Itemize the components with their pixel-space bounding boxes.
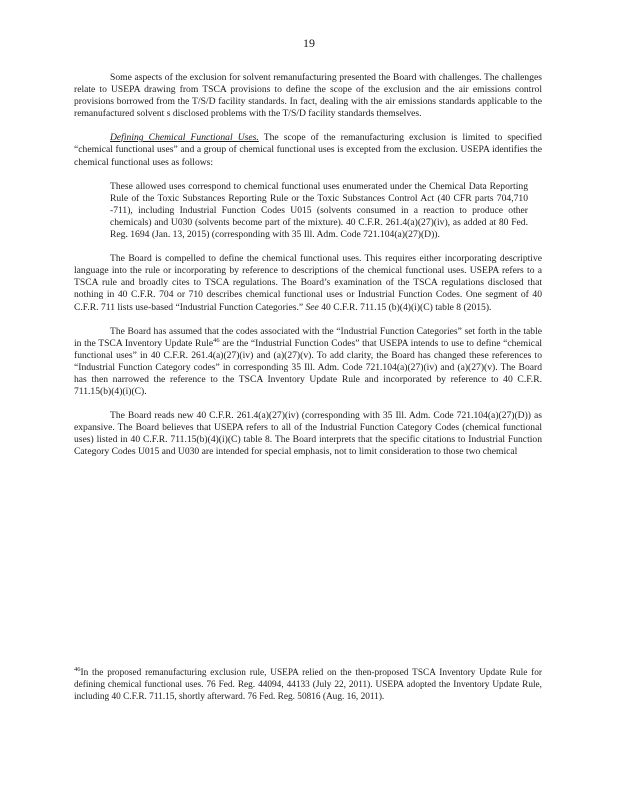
footnote-body: In the proposed remanufacturing exclusion rule, USEPA relied on the then-proposed TSCA Inventory Update Rule for defining chemical functional uses. 76 Fed. Reg. 44094, 44133 (July 22, 2011). USEPA adopted the Inventory Update Rule, including 40 C.F.R. 711.15, shortly afterward. 76 Fed. Reg. 50816 (Aug. 16, 2011). (74, 668, 542, 702)
paragraph-reads-new: The Board reads new 40 C.F.R. 261.4(a)(27)(iv) (corresponding with 35 Ill. Adm. Code 721.104(a)(27)(D)) as expansive. The Board believes that USEPA refers to all of the Industrial Function Category Codes (chemical functional uses) listed in 40 C.F.R. 711.15(b)(4)(i)(C) table 8. The Board interprets that the specific citations to Industrial Function Category Codes U015 and U030 are intended for special emphasis, not to limit consideration to those two chemical (74, 410, 542, 458)
paragraph-assumed-text-a: The Board has assumed that the codes associated with the “Industrial Function Categories” set forth in the table in the TSCA Inventory Update Rule (74, 325, 542, 349)
paragraph-compelled-cite: 40 C.F.R. 711.15 (b)(4)(i)(C) table 8 (2015). (318, 301, 492, 313)
paragraph-assumed-text-b: are the “Industrial Function Codes” that USEPA intends to use to define “chemical functional uses” in 40 C.F.R. 261.4(a)(27)(iv) and (a)(27)(v). To add clarity, the Board has changed these references to “Industrial Function Category codes” in corresponding 35 Ill. Adm. Code 721.104(a)(27)(iv) and (a)(27)(v). The Board has then narrowed the reference to the TSCA Inventory Update Rule and incorporated by reference to 40 C.F.R. 711.15(b)(4)(i)(C). (74, 337, 542, 398)
paragraph-defining-uses-text: The scope of the remanufacturing exclusion is limited to specified “chemical functional uses” and a group of chemical functional uses is excepted from the exclusion. USEPA identifies the chemical functional uses as follows: (74, 132, 542, 168)
paragraph-intro: Some aspects of the exclusion for solvent remanufacturing presented the Board with challenges. The challenges relate to USEPA drawing from TSCA provisions to define the scope of the exclusion and the air emissions control provisions borrowed from the T/S/D facility standards. In fact, dealing with the air emissions standards applicable to the remanufactured solvent s disclosed problems with the T/S/D facility standards themselves. (74, 72, 542, 120)
block-quote: These allowed uses correspond to chemical functional uses enumerated under the Chemical Data Reporting Rule of the Toxic Substances Reporting Rule or the Toxic Substances Control Act (40 CFR parts 704,710 -711), including Industrial Function Codes U015 (solvents consumed in a reaction to produce other chemicals) and U030 (solvents become part of the mixture). 40 C.F.R. 261.4(a)(27)(iv), as added at 80 Fed. Reg. 1694 (Jan. 13, 2015) (corresponding with 35 Ill. Adm. Code 721.104(a)(27)(D)). (110, 180, 528, 241)
main-text (74, 72, 542, 471)
paragraph-compelled-text: The Board is compelled to define the chemical functional uses. This requires either incorporating descriptive language into the rule or incorporating by reference to descriptions of the chemical functional uses. USEPA refers to a TSCA rule and broadly cites to TSCA regulations. The Board’s examination of the TSCA regulations disclosed that nothing in 40 C.F.R. 704 or 710 describes chemical functional uses or Industrial Function Codes. One segment of 40 C.F.R. 711 lists use-based “Industrial Function Categories.” (74, 253, 542, 313)
paragraph-compelled (74, 253, 542, 313)
footnote-text (74, 665, 542, 703)
paragraph-defining-uses (74, 132, 542, 168)
footnote (74, 665, 542, 703)
page-number: 19 (303, 36, 315, 50)
paragraph-assumed (74, 326, 542, 399)
citation-signal: See (305, 301, 319, 313)
footnote-reference[interactable]: 46 (213, 336, 220, 344)
footnote-number: 46 (74, 665, 81, 673)
section-heading: Defining Chemical Functional Uses. (110, 132, 259, 144)
